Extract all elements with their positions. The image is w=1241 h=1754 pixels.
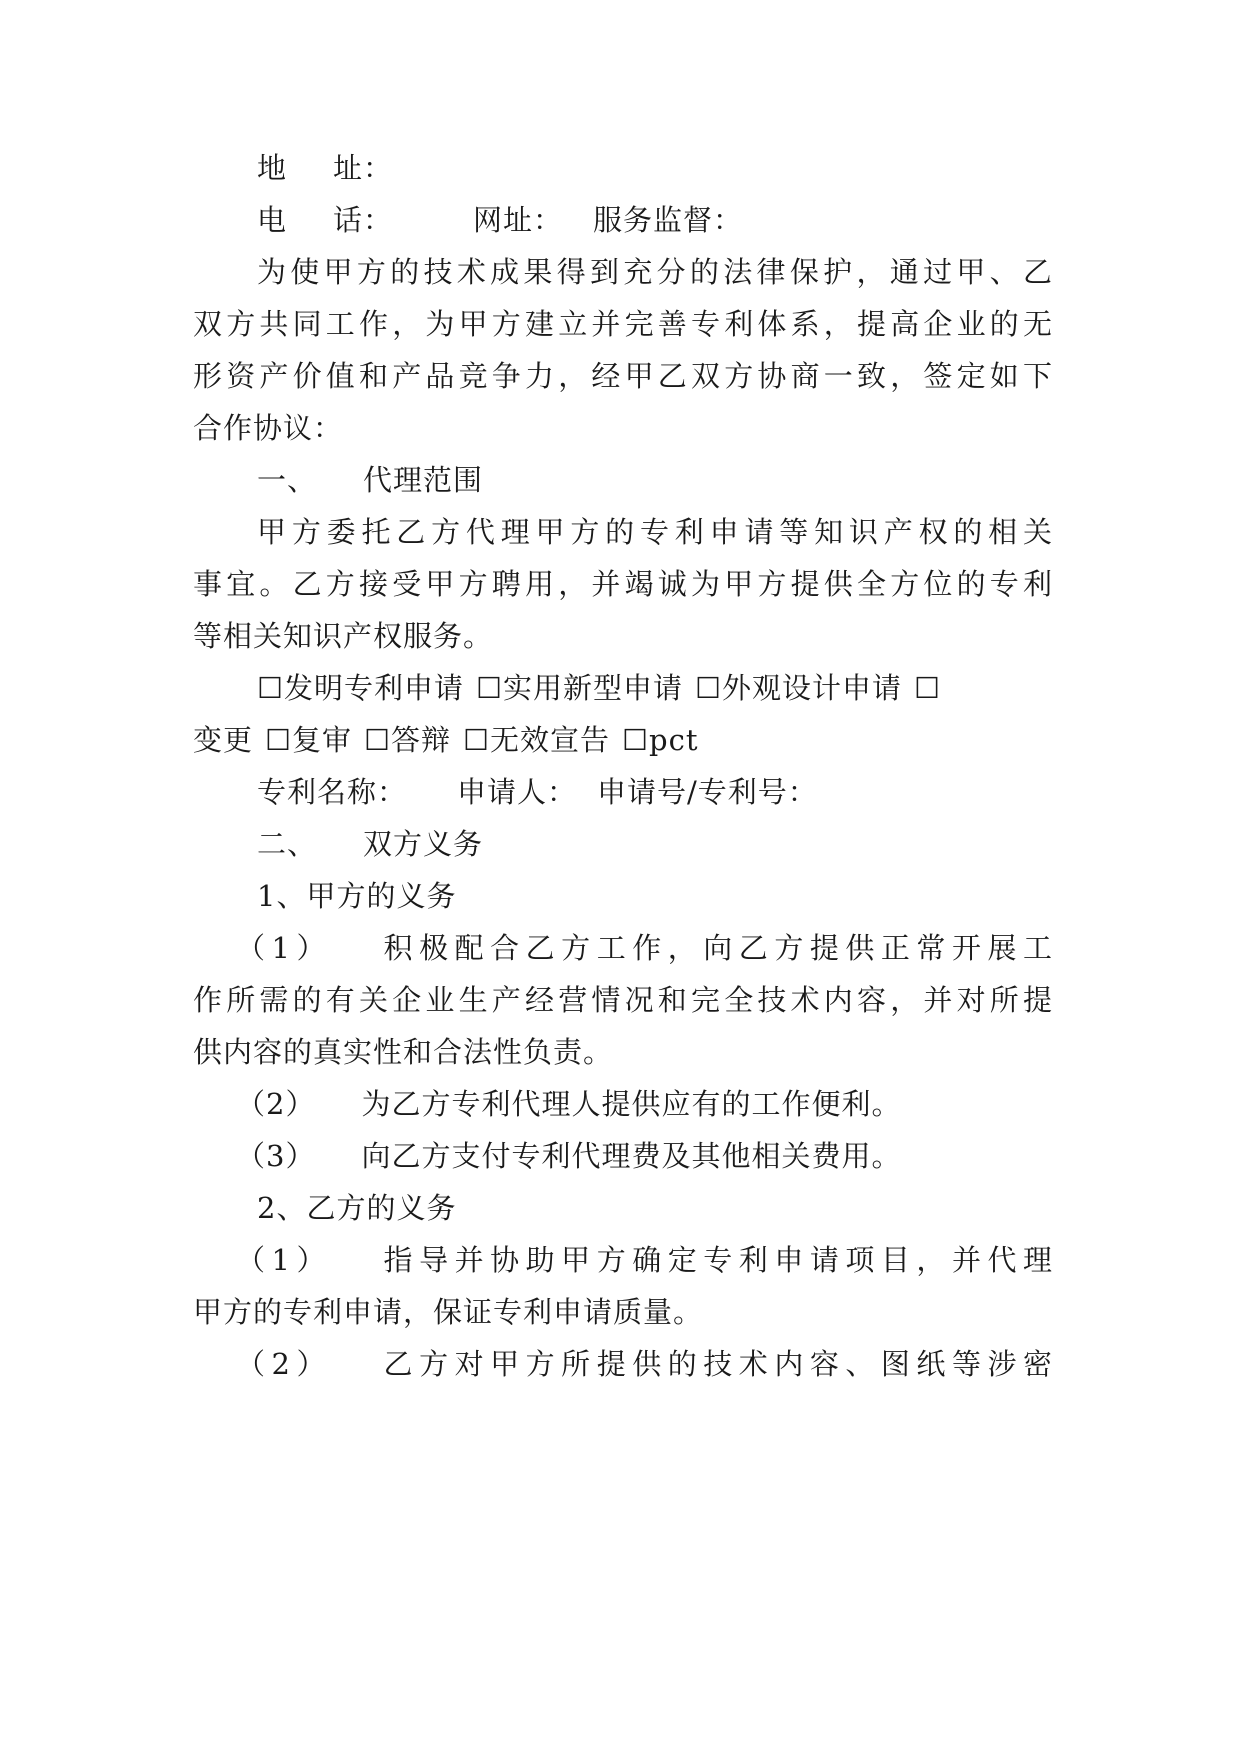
application-number-label: 申请号/专利号： — [597, 775, 818, 809]
preamble-line-1: 为使甲方的技术成果得到充分的法律保护，通过甲、乙 — [257, 255, 1053, 289]
section-number: 二、 — [257, 827, 318, 861]
address-line — [257, 148, 1053, 188]
item-text: 为乙方专利代理人提供应有的工作便利。 — [361, 1087, 902, 1121]
party-b-item-1-line-1 — [236, 1240, 1053, 1280]
scope-line-1: 甲方委托乙方代理甲方的专利申请等知识产权的相关 — [257, 515, 1053, 549]
service-supervision-label: 服务监督： — [593, 203, 744, 237]
preamble-line-2: 双方共同工作，为甲方建立并完善专利体系，提高企业的无 — [193, 307, 1053, 341]
option-reexamination: ☐复审 — [265, 723, 353, 757]
option-invention-patent: ☐发明专利申请 — [257, 671, 464, 705]
section-title: 代理范围 — [363, 463, 484, 497]
phone-label-char: 电 — [257, 203, 288, 237]
party-a-item-2 — [236, 1084, 1053, 1124]
item-number: （3） — [236, 1139, 316, 1173]
item-text: 指导并协助甲方确定专利申请项目，并代理 — [378, 1243, 1053, 1277]
item-number: （1） — [236, 1243, 333, 1277]
scope-line-3: 等相关知识产权服务。 — [193, 619, 494, 653]
party-a-item-1-line-1 — [236, 928, 1053, 968]
party-a-item-1-line-2: 作所需的有关企业生产经营情况和完全技术内容，并对所提 — [193, 983, 1053, 1017]
option-utility-model: ☐实用新型申请 — [476, 671, 683, 705]
item-number: （2） — [236, 1347, 333, 1381]
option-invalidation: ☐无效宣告 — [463, 723, 611, 757]
patent-name-label: 专利名称： — [257, 775, 408, 809]
address-label-rest: 址： — [333, 151, 394, 185]
scope-line-2: 事宜。乙方接受甲方聘用，并竭诚为甲方提供全方位的专利 — [193, 567, 1053, 601]
party-a-item-1-line-3: 供内容的真实性和合法性负责。 — [193, 1035, 614, 1069]
section-number: 一、 — [257, 463, 318, 497]
section-title: 双方义务 — [363, 827, 484, 861]
item-text: 积极配合乙方工作，向乙方提供正常开展工 — [378, 931, 1053, 965]
option-design-patent: ☐外观设计申请 — [695, 671, 902, 705]
applicant-label: 申请人： — [457, 775, 578, 809]
item-text: 向乙方支付专利代理费及其他相关费用。 — [361, 1139, 902, 1173]
preamble-line-4: 合作协议： — [193, 411, 344, 445]
party-a-obligations-heading: 1、甲方的义务 — [257, 879, 457, 913]
phone-label-rest: 话： — [333, 203, 394, 237]
item-number: （2） — [236, 1087, 316, 1121]
website-label: 网址： — [473, 203, 564, 237]
section-heading-obligations — [257, 824, 1053, 864]
item-number: （1） — [236, 931, 333, 965]
party-b-item-1-line-2: 甲方的专利申请，保证专利申请质量。 — [193, 1295, 704, 1329]
patent-info-line — [257, 772, 1053, 812]
contact-line — [257, 200, 1053, 240]
service-options-line-1 — [257, 668, 1053, 708]
address-label-char: 地 — [257, 151, 288, 185]
party-b-item-2-line-1 — [236, 1344, 1053, 1384]
option-pct: ☐pct — [622, 723, 699, 757]
party-a-item-3 — [236, 1136, 1053, 1176]
party-b-obligations-heading: 2、乙方的义务 — [257, 1191, 457, 1225]
option-change-label: 变更 — [193, 723, 254, 757]
option-change-checkbox: ☐ — [914, 671, 941, 705]
section-heading-scope — [257, 460, 1053, 500]
option-defense: ☐答辩 — [364, 723, 452, 757]
item-text: 乙方对甲方所提供的技术内容、图纸等涉密 — [378, 1347, 1053, 1381]
service-options-line-2 — [193, 720, 1053, 760]
preamble-line-3: 形资产价值和产品竞争力，经甲乙双方协商一致，签定如下 — [193, 359, 1053, 393]
